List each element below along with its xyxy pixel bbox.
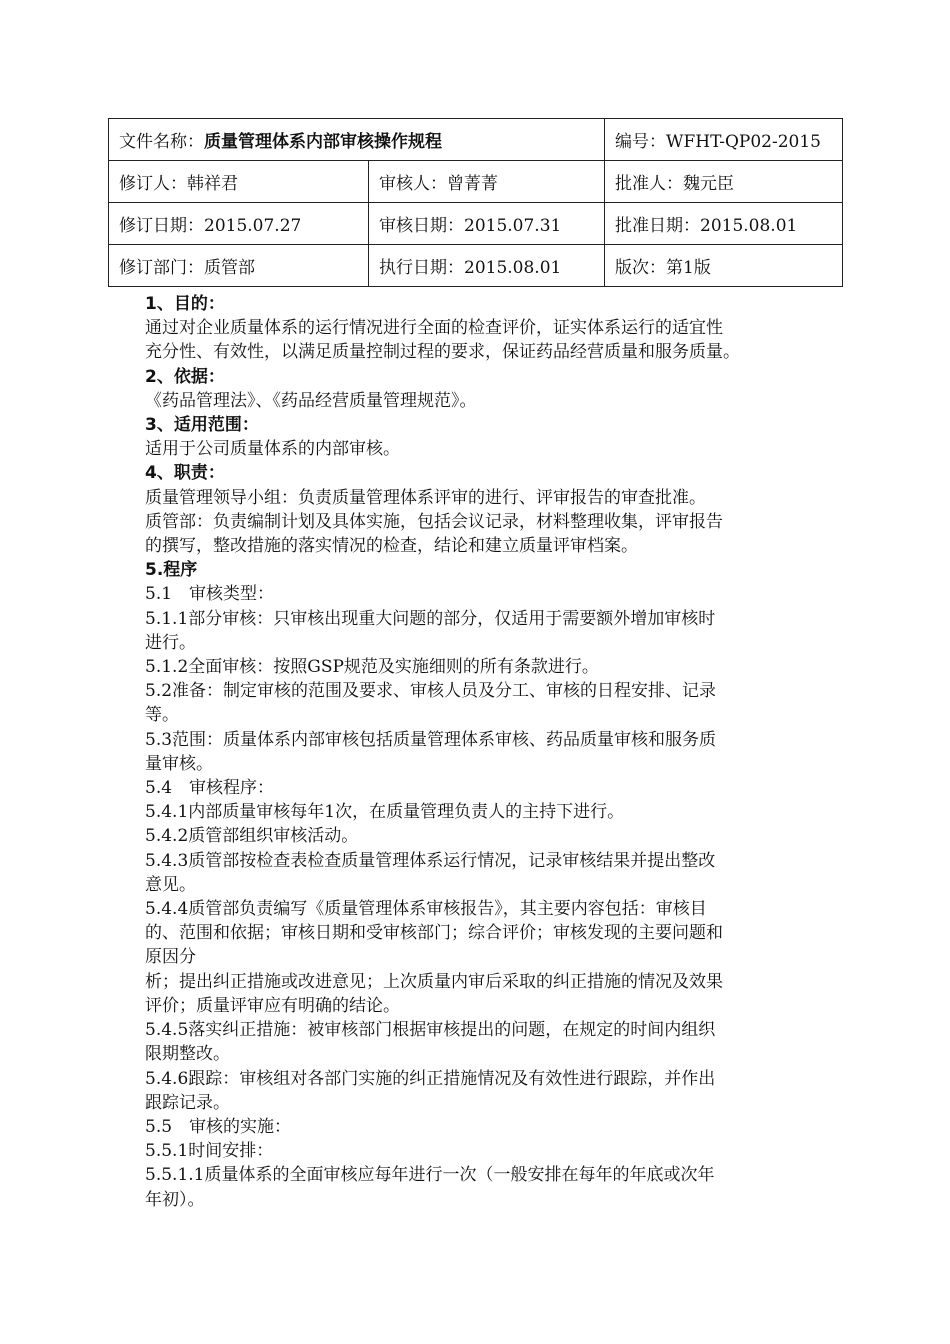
reviser-cell: 修订人：韩祥君 [109,161,369,203]
body-line: 5.3范围：质量体系内部审核包括质量管理体系审核、药品质量审核和服务质 [145,729,717,750]
body-line: 5.4.5落实纠正措施：被审核部门根据审核提出的问题，在规定的时间内组织 [145,1020,716,1041]
body-line: 5.1 审核类型： [145,584,275,605]
body-line: 5.5 审核的实施： [145,1116,292,1137]
approve-date-cell: 批准日期：2015.08.01 [605,203,843,245]
document-header-table [108,118,843,287]
body-line: 原因分 [145,947,196,968]
body-line: 年初）。 [145,1189,205,1210]
body-line: 意见。 [145,874,196,895]
revise-dept-cell: 修订部门：质管部 [109,245,369,287]
section-heading: 3、适用范围： [145,415,259,436]
document-body [145,292,813,1212]
body-line: 跟踪记录。 [145,1092,230,1113]
body-line: 5.1.2全面审核：按照GSP规范及实施细则的所有条款进行。 [145,657,599,678]
body-line: 5.4.1内部质量审核每年1次，在质量管理负责人的主持下进行。 [145,802,625,823]
body-line: 等。 [145,705,179,726]
doc-number-cell: 编号：WFHT-QP02-2015 [605,119,843,161]
section-heading: 4、职责： [145,463,225,484]
body-line: 评价；质量评审应有明确的结论。 [145,995,400,1016]
body-line: 5.4.3质管部按检查表检查质量管理体系运行情况，记录审核结果并提出整改 [145,850,716,871]
doc-name-value: 质量管理体系内部审核操作规程 [204,132,442,152]
body-line: 限期整改。 [145,1044,230,1065]
doc-name-cell [109,119,605,161]
body-line: 5.4.2质管部组织审核活动。 [145,826,359,847]
body-line: 《药品管理法》、《药品经营质量管理规范》。 [145,390,477,411]
body-line: 5.4 审核程序： [145,778,275,799]
header-row-4 [109,245,843,287]
review-date-cell: 审核日期：2015.07.31 [369,203,605,245]
header-row-2 [109,161,843,203]
body-line: 5.1.1部分审核：只审核出现重大问题的部分，仅适用于需要额外增加审核时 [145,608,716,629]
approver-cell: 批准人：魏元臣 [605,161,843,203]
body-line: 量审核。 [145,753,213,774]
reviewer-cell: 审核人：曾菁菁 [369,161,605,203]
body-line: 的撰写，整改措施的落实情况的检查，结论和建立质量评审档案。 [145,536,638,557]
doc-name-label: 文件名称： [119,132,204,152]
header-row-3 [109,203,843,245]
body-line: 5.5.1时间安排： [145,1141,274,1162]
body-line: 5.4.6跟踪：审核组对各部门实施的纠正措施情况及有效性进行跟踪，并作出 [145,1068,716,1089]
body-line: 充分性、有效性，以满足质量控制过程的要求，保证药品经营质量和服务质量。 [145,342,740,363]
version-cell: 版次：第1版 [605,245,843,287]
section-heading: 5.程序 [145,560,198,581]
section-heading: 1、目的： [145,294,225,314]
revise-date-cell: 修订日期：2015.07.27 [109,203,369,245]
body-line: 质管部：负责编制计划及具体实施，包括会议记录，材料整理收集，评审报告 [145,511,723,532]
body-line: 5.2准备：制定审核的范围及要求、审核人员及分工、审核的日程安排、记录 [145,681,717,702]
header-row-1 [109,119,843,161]
body-line: 5.5.1.1质量体系的全面审核应每年进行一次（一般安排在每年的年底或次年 [145,1165,715,1186]
body-line: 通过对企业质量体系的运行情况进行全面的检查评价，证实体系运行的适宜性 [145,318,723,339]
body-line: 适用于公司质量体系的内部审核。 [145,439,400,460]
body-line: 质量管理领导小组：负责质量管理体系评审的进行、评审报告的审查批准。 [145,487,706,508]
body-line: 的、范围和依据；审核日期和受审核部门；综合评价；审核发现的主要问题和 [145,923,723,944]
body-line: 5.4.4质管部负责编写《质量管理体系审核报告》，其主要内容包括：审核目 [145,899,707,920]
body-line: 进行。 [145,632,196,653]
effective-date-cell: 执行日期：2015.08.01 [369,245,605,287]
section-heading: 2、依据： [145,366,225,387]
body-line: 析；提出纠正措施或改进意见；上次质量内审后采取的纠正措施的情况及效果 [145,971,723,992]
